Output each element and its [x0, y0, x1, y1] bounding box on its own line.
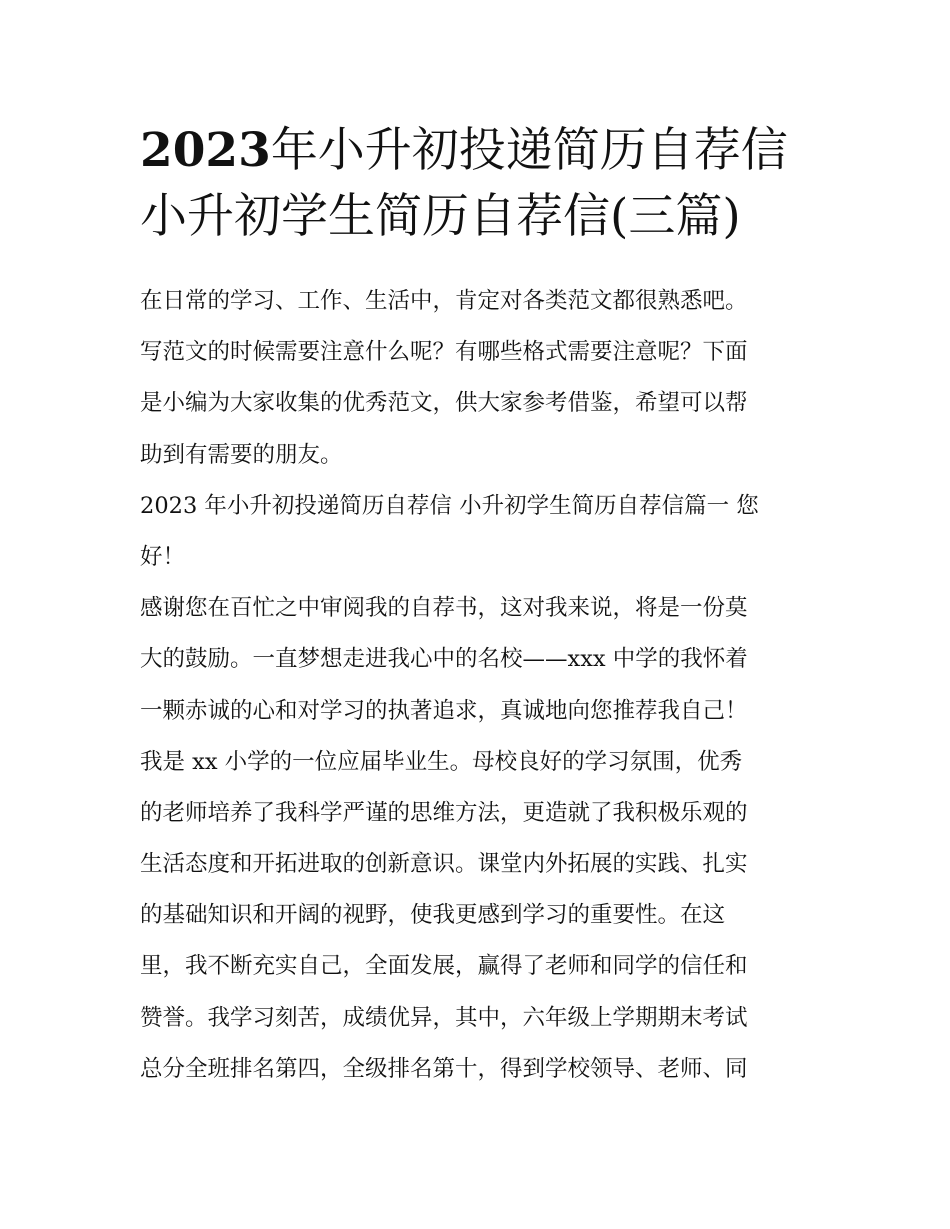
body-line: 在日常的学习、工作、生活中，肯定对各类范文都很熟悉吧。 [140, 288, 748, 314]
body-line: 一颗赤诚的心和对学习的执著追求，真诚地向您推荐我自己！ [140, 697, 748, 724]
document-title [140, 118, 830, 250]
body-line: 2023 年小升初投递简历自荐信 小升初学生简历自荐信篇一 您 [140, 492, 759, 519]
body-line: 好！ [140, 543, 186, 570]
body-line: 生活态度和开拓进取的创新意识。课堂内外拓展的实践、扎实 [140, 851, 748, 878]
body-line: 助到有需要的朋友。 [140, 441, 343, 468]
title-line-1-text: 年小升初投递简历自荐信 [270, 123, 788, 178]
document-body [140, 276, 812, 1095]
title-line-2: 小升初学生简历自荐信(三篇) [140, 189, 741, 244]
body-line: 写范文的时候需要注意什么呢？有哪些格式需要注意呢？下面 [140, 339, 748, 366]
body-line: 总分全班排名第四，全级排名第十，得到学校领导、老师、同 [140, 1055, 748, 1082]
body-line: 赞誉。我学习刻苦，成绩优异，其中，六年级上学期期末考试 [140, 1004, 748, 1031]
body-line: 我是 xx 小学的一位应届毕业生。母校良好的学习氛围，优秀 [140, 748, 743, 775]
title-year: 2023 [140, 123, 271, 178]
body-line: 是小编为大家收集的优秀范文，供大家参考借鉴，希望可以帮 [140, 390, 748, 417]
body-line: 的老师培养了我科学严谨的思维方法，更造就了我积极乐观的 [140, 799, 748, 826]
body-line: 的基础知识和开阔的视野，使我更感到学习的重要性。在这 [140, 902, 726, 929]
body-line: 大的鼓励。一直梦想走进我心中的名校——xxx 中学的我怀着 [140, 646, 748, 673]
title-line-1 [140, 118, 830, 184]
body-line: 感谢您在百忙之中审阅我的自荐书，这对我来说，将是一份莫 [140, 595, 748, 622]
body-line: 里，我不断充实自己，全面发展，赢得了老师和同学的信任和 [140, 953, 748, 980]
